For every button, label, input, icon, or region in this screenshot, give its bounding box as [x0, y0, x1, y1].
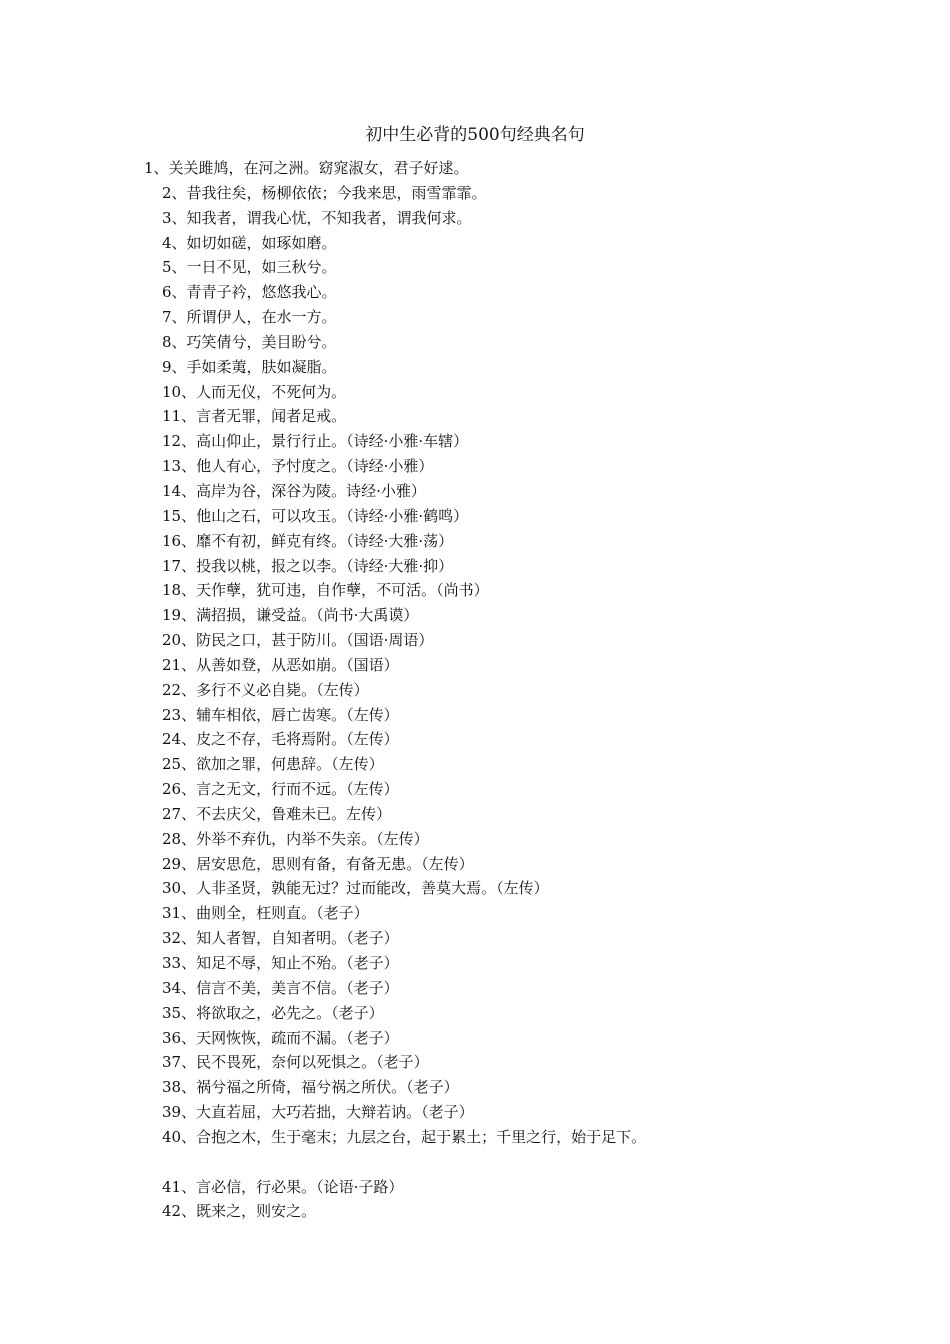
quote-line: 41、言必信，行必果。（论语·子路） — [162, 1177, 404, 1196]
quote-line: 18、天作孽，犹可违，自作孽，不可活。（尚书） — [162, 581, 489, 600]
quote-line: 5、一日不见，如三秋兮。 — [162, 258, 337, 277]
quote-line: 23、辅车相依，唇亡齿寒。（左传） — [162, 705, 399, 724]
quote-line: 9、手如柔荑，肤如凝脂。 — [162, 357, 337, 376]
quote-line: 16、靡不有初，鲜克有终。（诗经·大雅·荡） — [162, 531, 454, 550]
document-title: 初中生必背的500句经典名句 — [365, 125, 585, 145]
quote-list — [0, 156, 950, 1224]
quote-line: 20、防民之口，甚于防川。（国语·周语） — [162, 631, 434, 650]
quote-line: 17、投我以桃，报之以李。（诗经·大雅·抑） — [162, 556, 454, 575]
quote-line: 12、高山仰止，景行行止。（诗经·小雅·车辖） — [162, 432, 469, 451]
quote-line: 30、人非圣贤，孰能无过？过而能改，善莫大焉。（左传） — [162, 879, 549, 898]
blank-line — [0, 1150, 950, 1175]
quote-line: 10、人而无仪，不死何为。 — [162, 382, 347, 401]
quote-line: 22、多行不义必自毙。（左传） — [162, 680, 369, 699]
quote-line: 39、大直若屈，大巧若拙，大辩若讷。（老子） — [162, 1103, 474, 1122]
quote-line: 27、不去庆父，鲁难未已。左传） — [162, 804, 392, 823]
quote-line: 38、祸兮福之所倚，福兮祸之所伏。（老子） — [162, 1078, 459, 1097]
quote-line: 40、合抱之木，生于毫末；九层之台，起于累土；千里之行，始于足下。 — [162, 1127, 647, 1146]
quote-line: 25、欲加之罪，何患辞。（左传） — [162, 755, 384, 774]
quote-line: 33、知足不辱，知止不殆。（老子） — [162, 954, 399, 972]
quote-line: 24、皮之不存，毛将焉附。（左传） — [162, 730, 399, 749]
quote-line: 13、他人有心，予忖度之。（诗经·小雅） — [162, 457, 434, 476]
quote-line: 32、知人者智，自知者明。（老子） — [162, 929, 399, 948]
quote-line: 1、关关雎鸠，在河之洲。窈窕淑女，君子好逑。 — [144, 159, 469, 177]
quote-line: 28、外举不弃仇，内举不失亲。（左传） — [162, 829, 429, 848]
quote-line: 6、青青子衿，悠悠我心。 — [162, 283, 337, 302]
quote-line: 11、言者无罪，闻者足戒。 — [162, 407, 347, 426]
quote-line: 4、如切如磋，如琢如磨。 — [162, 233, 337, 252]
quote-line: 21、从善如登，从恶如崩。（国语） — [162, 655, 399, 674]
quote-line: 26、言之无文，行而不远。（左传） — [162, 780, 399, 799]
quote-line: 34、信言不美，美言不信。（老子） — [162, 978, 399, 997]
quote-line: 35、将欲取之，必先之。（老子） — [162, 1003, 384, 1022]
quote-line: 31、曲则全，枉则直。（老子） — [162, 904, 369, 923]
quote-line: 3、知我者，谓我心忧，不知我者，谓我何求。 — [162, 208, 472, 227]
quote-line: 42、既来之，则安之。 — [162, 1202, 317, 1221]
quote-line: 14、高岸为谷，深谷为陵。诗经·小雅） — [162, 481, 426, 500]
quote-line: 37、民不畏死，奈何以死惧之。（老子） — [162, 1053, 429, 1072]
quote-line: 29、居安思危，思则有备，有备无患。（左传） — [162, 854, 474, 873]
quote-line: 19、满招损，谦受益。（尚书·大禹谟） — [162, 606, 419, 625]
quote-line: 7、所谓伊人，在水一方。 — [162, 308, 337, 327]
quote-line: 15、他山之石，可以攻玉。（诗经·小雅·鹤鸣） — [162, 506, 469, 525]
quote-line: 2、昔我往矣，杨柳依依；今我来思，雨雪霏霏。 — [162, 183, 487, 202]
quote-line: 36、天网恢恢，疏而不漏。（老子） — [162, 1028, 399, 1047]
quote-line: 8、巧笑倩兮，美目盼兮。 — [162, 332, 337, 351]
